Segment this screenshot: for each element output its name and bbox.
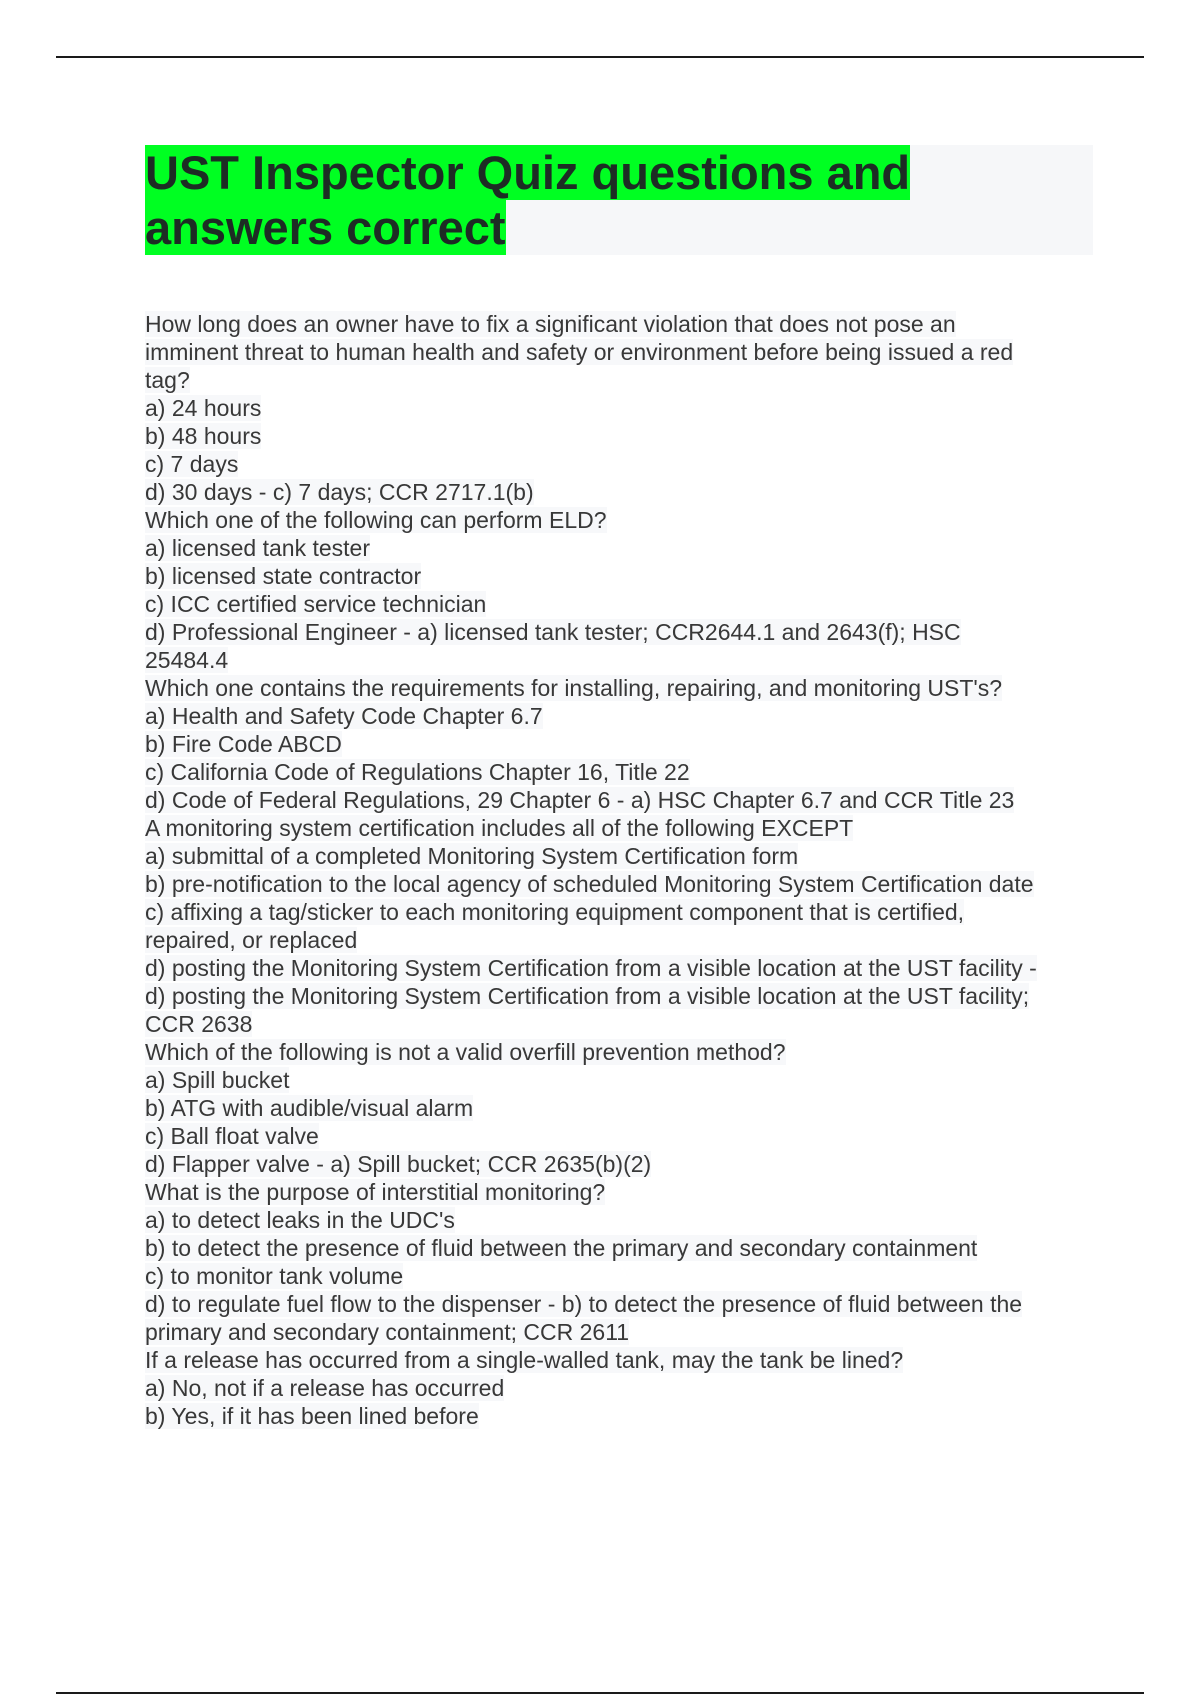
text-line: a) submittal of a completed Monitoring System Certification form bbox=[145, 843, 799, 869]
text-line: Which one of the following can perform ELD? bbox=[145, 507, 607, 533]
text-line: d) 30 days - c) 7 days; CCR 2717.1(b) bbox=[145, 479, 534, 505]
text-line: b) licensed state contractor bbox=[145, 563, 422, 589]
text-line: a) 24 hours bbox=[145, 395, 262, 421]
quiz-body bbox=[145, 310, 1093, 1430]
text-line: primary and secondary containment; CCR 2611 bbox=[145, 1319, 630, 1345]
footer-rule bbox=[56, 1692, 1144, 1694]
text-line: d) to regulate fuel flow to the dispenser - b) to detect the presence of fluid between the bbox=[145, 1291, 1023, 1317]
text-line: tag? bbox=[145, 367, 190, 393]
text-line: b) ATG with audible/visual alarm bbox=[145, 1095, 474, 1121]
text-line: What is the purpose of interstitial monitoring? bbox=[145, 1179, 606, 1205]
text-line: c) ICC certified service technician bbox=[145, 591, 487, 617]
title-line: UST Inspector Quiz questions and bbox=[145, 146, 911, 199]
text-line: b) to detect the presence of fluid between the primary and secondary containment bbox=[145, 1235, 978, 1261]
text-line: d) Code of Federal Regulations, 29 Chapter 6 - a) HSC Chapter 6.7 and CCR Title 23 bbox=[145, 787, 1015, 813]
text-line: A monitoring system certification includes all of the following EXCEPT bbox=[145, 815, 854, 841]
text-line: d) posting the Monitoring System Certification from a visible location at the UST facility; bbox=[145, 983, 1030, 1009]
header-rule bbox=[56, 56, 1144, 58]
text-line: imminent threat to human health and safety or environment before being issued a red bbox=[145, 339, 1014, 365]
text-line: 25484.4 bbox=[145, 647, 229, 673]
text-line: b) 48 hours bbox=[145, 423, 262, 449]
text-line: a) No, not if a release has occurred bbox=[145, 1375, 505, 1401]
text-line: c) Ball float valve bbox=[145, 1123, 319, 1149]
text-line: c) to monitor tank volume bbox=[145, 1263, 404, 1289]
text-line: CCR 2638 bbox=[145, 1011, 253, 1037]
text-line: a) Spill bucket bbox=[145, 1067, 290, 1093]
text-line: c) affixing a tag/sticker to each monitoring equipment component that is certified, bbox=[145, 899, 965, 925]
text-line: repaired, or replaced bbox=[145, 927, 358, 953]
text-line: How long does an owner have to fix a significant violation that does not pose an bbox=[145, 311, 956, 337]
text-line: d) Flapper valve - a) Spill bucket; CCR 2635(b)(2) bbox=[145, 1151, 652, 1177]
text-line: Which of the following is not a valid overfill prevention method? bbox=[145, 1039, 786, 1065]
text-line: b) Fire Code ABCD bbox=[145, 731, 342, 757]
text-line: a) licensed tank tester bbox=[145, 535, 371, 561]
text-line: Which one contains the requirements for installing, repairing, and monitoring UST's? bbox=[145, 675, 1003, 701]
text-line: c) 7 days bbox=[145, 451, 239, 477]
title-line: answers correct bbox=[145, 201, 506, 254]
text-line: b) Yes, if it has been lined before bbox=[145, 1403, 479, 1429]
text-line: d) Professional Engineer - a) licensed tank tester; CCR2644.1 and 2643(f); HSC bbox=[145, 619, 961, 645]
text-line: d) posting the Monitoring System Certification from a visible location at the UST facility - bbox=[145, 955, 1037, 981]
text-line: c) California Code of Regulations Chapter 16, Title 22 bbox=[145, 759, 690, 785]
document-title bbox=[145, 145, 1093, 255]
text-line: a) to detect leaks in the UDC's bbox=[145, 1207, 455, 1233]
text-line: If a release has occurred from a single-walled tank, may the tank be lined? bbox=[145, 1347, 904, 1373]
text-line: a) Health and Safety Code Chapter 6.7 bbox=[145, 703, 543, 729]
text-line: b) pre-notification to the local agency of scheduled Monitoring System Certification date bbox=[145, 871, 1034, 897]
